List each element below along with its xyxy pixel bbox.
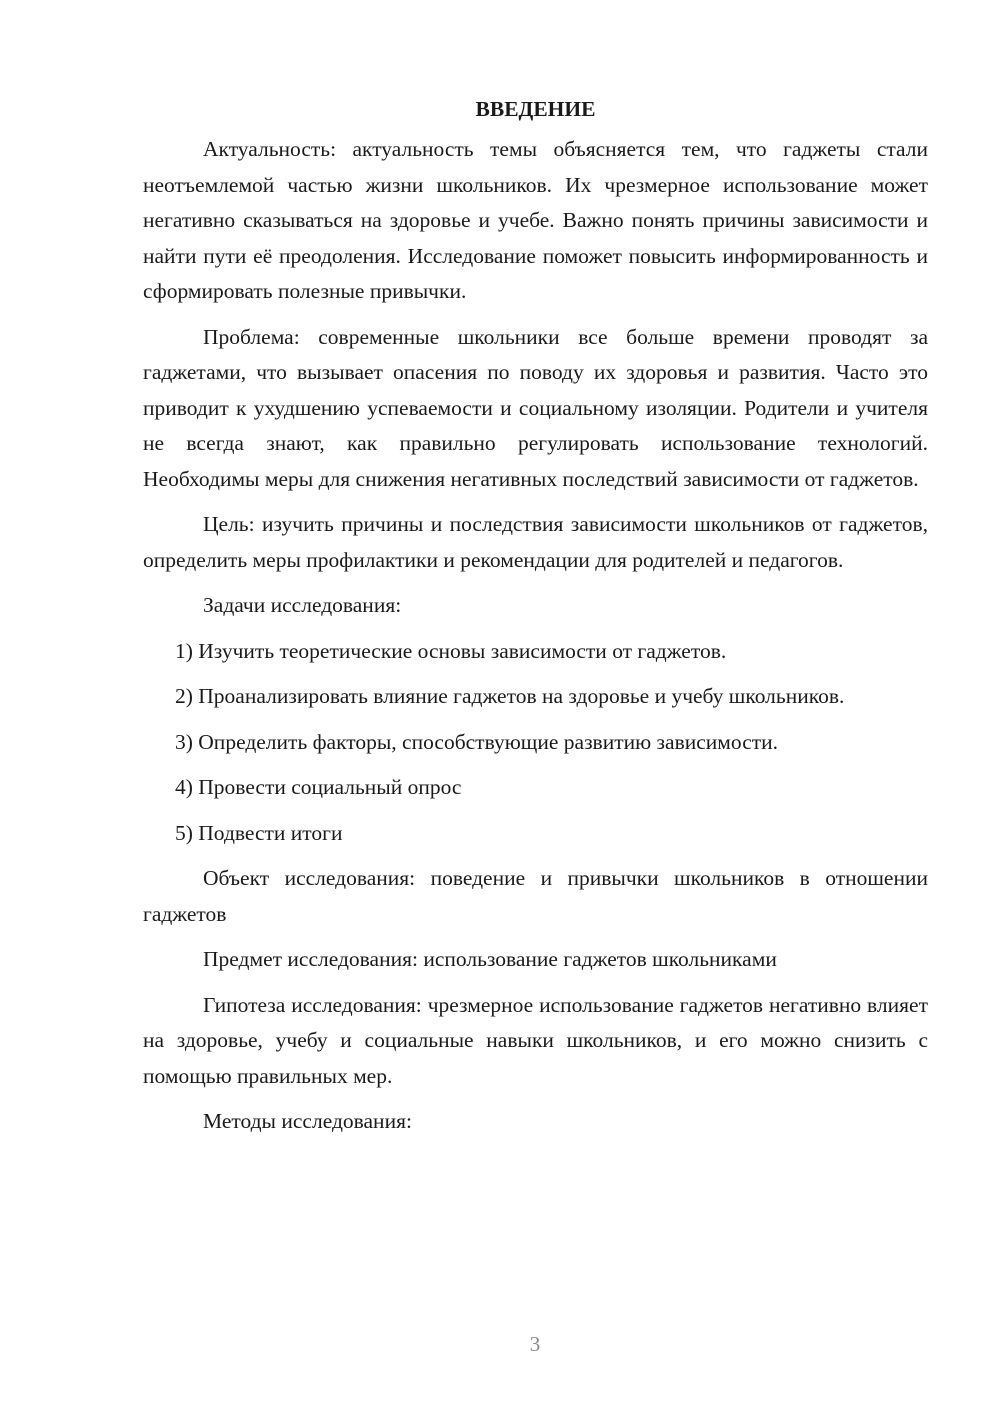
list-item-task-3: 3) Определить факторы, способствующие развитию зависимости. [175, 729, 779, 754]
list-item-task-4: 4) Провести социальный опрос [175, 775, 462, 799]
paragraph-subject: Предмет исследования: использование гаджетов школьниками [203, 947, 777, 971]
methods-heading: Методы исследования: [203, 1109, 412, 1133]
paragraph-problem: Проблема: современные школьники все больше времени проводят за гаджетами, что вызывает опасения по поводу их здоровья и развития. Часто это приводит к ухудшению успеваемости и социальному изоляции. Родители и учителя не всегда знают, как правильно регулировать использование технологий. Необходимы меры для снижения негативных последствий зависимости от гаджетов. [143, 324, 928, 491]
document-page [143, 92, 928, 1150]
section-title: ВВЕДЕНИЕ [475, 97, 596, 121]
list-item-task-1: 1) Изучить теоретические основы зависимости от гаджетов. [175, 638, 727, 663]
paragraph-goal: Цель: изучить причины и последствия зависимости школьников от гаджетов, определить меры профилактики и рекомендации для родителей и педагогов. [143, 512, 928, 572]
page-number: 3 [529, 1332, 541, 1356]
paragraph-relevance: Актуальность: актуальность темы объясняется тем, что гаджеты стали неотъемлемой частью жизни школьников. Их чрезмерное использование может негативно сказываться на здоровье и учебе. Важно понять причины зависимости и найти пути её преодоления. Исследование поможет повысить информированность и сформировать полезные привычки. [143, 137, 928, 303]
list-item-task-5: 5) Подвести итоги [175, 820, 343, 845]
list-item-task-2: 2) Проанализировать влияние гаджетов на здоровье и учебу школьников. [175, 684, 845, 708]
paragraph-object: Объект исследования: поведение и привычки школьников в отношении гаджетов [143, 866, 928, 926]
tasks-heading: Задачи исследования: [203, 593, 402, 617]
paragraph-hypothesis: Гипотеза исследования: чрезмерное использование гаджетов негативно влияет на здоровье, учебу и социальные навыки школьников, и его можно снизить с помощью правильных мер. [143, 992, 928, 1088]
